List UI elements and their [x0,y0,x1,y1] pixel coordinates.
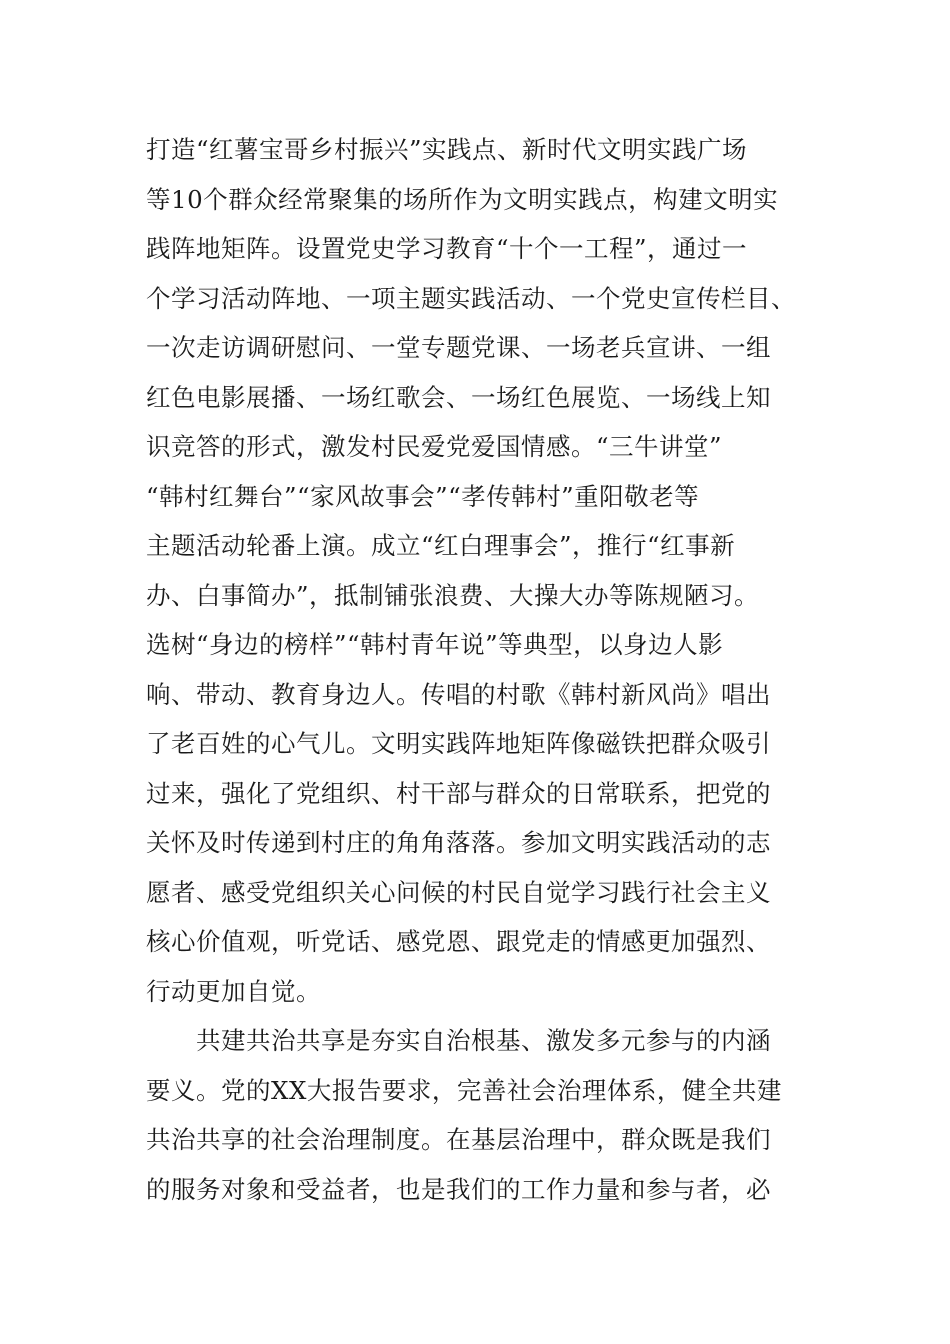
text-line: 关怀及时传递到村庄的角角落落。参加文明实践活动的志 [146,828,771,857]
text-line: 响、带动、教育身边人。传唱的村歌《韩村新风尚》唱出 [146,679,771,709]
text-line: 共建共治共享是夯实自治根基、激发多元参与的内涵 [196,1026,771,1055]
text-line: 过来，强化了党组织、村干部与群众的日常联系，把党的 [146,778,771,808]
text-line: 的服务对象和受益者，也是我们的工作力量和参与者，必 [146,1174,771,1204]
text-line: 选树“身边的榜样”“韩村青年说”等典型，以身边人影 [146,630,724,659]
text-line: 等10个群众经常聚集的场所作为文明实践点，构建文明实 [146,184,779,214]
paragraph-1 [146,125,806,1016]
text-line: 行动更加自觉。 [146,976,321,1006]
text-line: 主题活动轮番上演。成立“红白理事会”，推行“红事新 [146,531,736,560]
text-line: 践阵地矩阵。设置党史学习教育“十个一工程”，通过一 [146,234,748,263]
paragraph-2 [146,1016,806,1214]
text-line: 核心价值观，听党话、感党恩、跟党走的情感更加强烈、 [146,927,771,956]
text-line: 办、白事简办”，抵制铺张浪费、大操大办等陈规陋习。 [146,580,760,610]
text-line: 要义。党的XX大报告要求，完善社会治理体系，健全共建 [146,1075,782,1105]
text-line: 个学习活动阵地、一项主题实践活动、一个党史宣传栏目、 [146,283,796,313]
text-line: “韩村红舞台”“家风故事会”“孝传韩村”重阳敬老等 [146,481,700,511]
text-line: 一次走访调研慰问、一堂专题党课、一场老兵宣讲、一组 [146,333,771,362]
body-text [146,125,806,1214]
text-line: 了老百姓的心气儿。文明实践阵地矩阵像磁铁把群众吸引 [146,729,771,758]
text-line: 红色电影展播、一场红歌会、一场红色展览、一场线上知 [146,382,771,412]
text-line: 共治共享的社会治理制度。在基层治理中，群众既是我们 [146,1125,771,1154]
text-line: 打造“红薯宝哥乡村振兴”实践点、新时代文明实践广场 [146,135,748,164]
text-line: 识竞答的形式，激发村民爱党爱国情感。“三牛讲堂” [146,432,723,461]
text-line: 愿者、感受党组织关心问候的村民自觉学习践行社会主义 [146,877,771,907]
